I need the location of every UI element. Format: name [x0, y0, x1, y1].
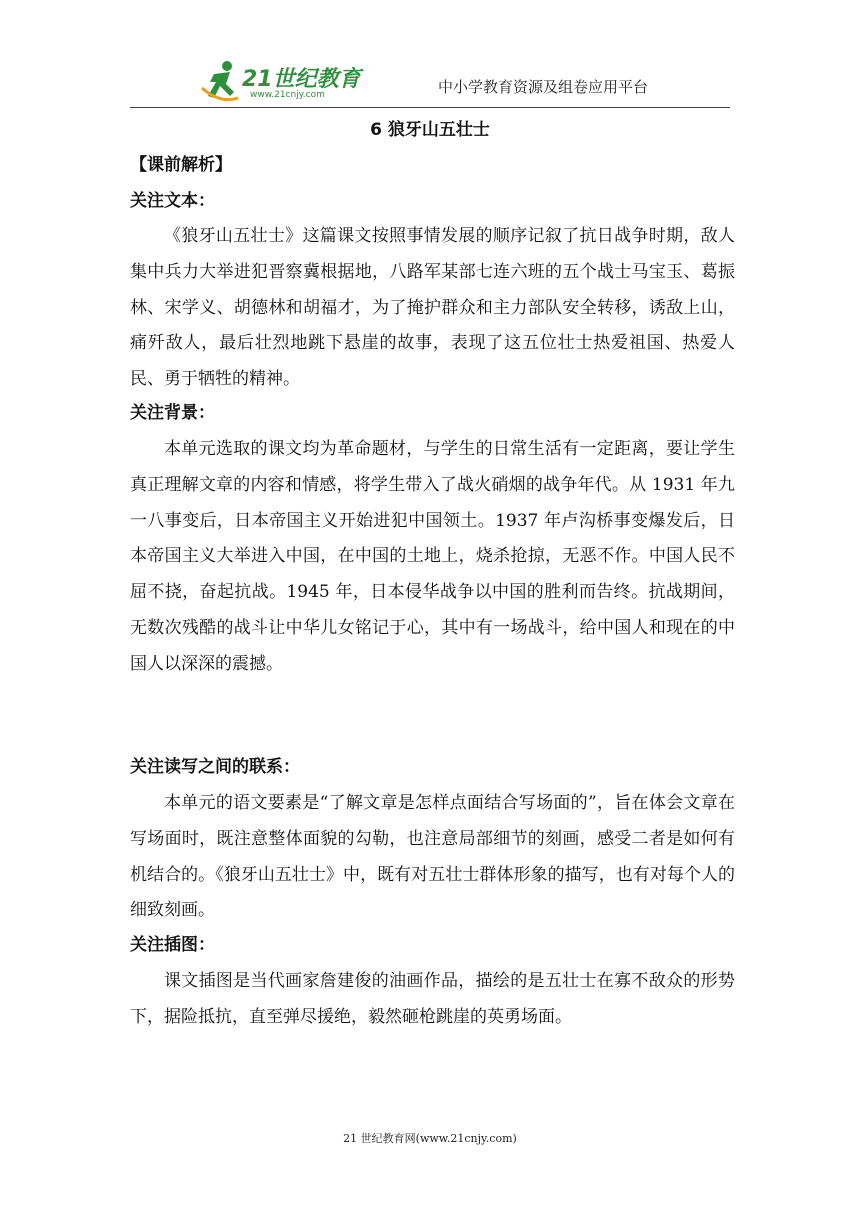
- paragraph-illustration: 课文插图是当代画家詹建俊的油画作品，描绘的是五壮士在寡不敌众的形势下，据险抵抗，直至弹尽援绝，毅然砸枪跳崖的英勇场面。: [130, 971, 735, 1027]
- page-footer: 21 世纪教育网(www.21cnjy.com): [343, 1132, 517, 1145]
- paragraph-text: 《狼牙山五壮士》这篇课文按照事情发展的顺序记叙了抗日战争时期，敌人集中兵力大举进犯晋察冀根据地，八路军某部七连六班的五个战士马宝玉、葛振林、宋学义、胡德林和胡福才，为了掩护群众和主力部队安全转移，诱敌上山，痛歼敌人，最后壮烈地跳下悬崖的故事，表现了这五位壮士热爱祖国、热爱人民、勇于牺牲的精神。: [130, 226, 735, 390]
- page-title: 6 狼牙山五壮士: [370, 120, 490, 140]
- runner-icon: [200, 58, 240, 104]
- platform-name: 中小学教育资源及组卷应用平台: [438, 78, 649, 96]
- section-heading-background: 关注背景：: [130, 403, 215, 423]
- section-heading-reading-writing: 关注读写之间的联系：: [130, 757, 300, 777]
- logo: [130, 58, 370, 106]
- paragraph-reading-writing: 本单元的语文要素是“了解文章是怎样点面结合写场面的”，旨在体会文章在写场面时，既注意整体面貌的勾勒，也注意局部细节的刻画，感受二者是如何有机结合的。《狼牙山五壮士》中，既有对五壮士群体形象的描写，也有对每个人的细致刻画。: [130, 793, 735, 921]
- header-divider: [130, 107, 730, 108]
- logo-text: 21世纪教育: [242, 67, 361, 92]
- section-heading-illustration: 关注插图：: [130, 935, 215, 955]
- section-heading-analysis: 【课前解析】: [130, 155, 232, 175]
- paragraph-background: 本单元选取的课文均为革命题材，与学生的日常生活有一定距离，要让学生真正理解文章的内容和情感，将学生带入了战火硝烟的战争年代。从 1931 年九一八事变后，日本帝国主义开始进犯中国领土。1937 年卢沟桥事变爆发后，日本帝国主义大举进入中国，在中国的土地上，烧杀抢掠，无恶不作。中国人民不屈不挠，奋起抗战。1945 年，日本侵华战争以中国的胜利而告终。抗战期间，无数次残酷的战斗让中华儿女铭记于心，其中有一场战斗，给中国人和现在的中国人以深深的震撼。: [130, 439, 735, 674]
- logo-url: www.21cnjy.com: [250, 90, 325, 100]
- page-header: [130, 58, 730, 108]
- section-heading-text: 关注文本：: [130, 191, 215, 211]
